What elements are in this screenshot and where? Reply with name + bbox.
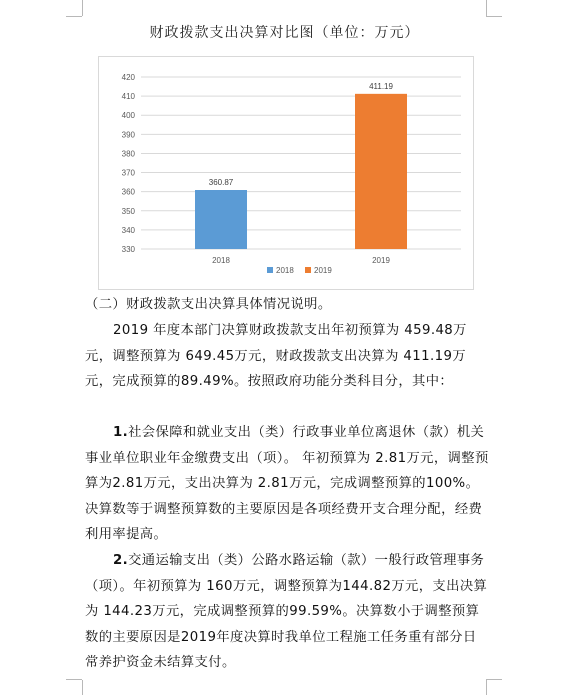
data-label: 411.19 bbox=[369, 81, 393, 91]
chart-area bbox=[98, 56, 474, 290]
y-tick-label: 390 bbox=[121, 130, 135, 140]
y-tick-label: 370 bbox=[121, 168, 135, 178]
item2-heading: 交通运输支出（类）公路水路运输（款）一般行政管理事务（项）。 bbox=[85, 553, 485, 594]
y-tick-label: 400 bbox=[121, 111, 135, 121]
bar bbox=[355, 94, 407, 249]
data-label: 360.87 bbox=[208, 178, 234, 188]
section-heading-text: （二）财政拨款支出决算具体情况说明。 bbox=[85, 297, 332, 312]
legend-swatch bbox=[305, 267, 311, 273]
legend-label: 2018 bbox=[276, 266, 294, 275]
item2-body: 年初预算为 160万元，调整预算为144.82万元，支出决算为 144.23万元，完成调整预算的99.59%。决算数小于调整预算数的主要原因是2019年度决算时我单位工程施工任务重有部分日常养护资金未结算支付。 bbox=[85, 578, 488, 671]
crop-mark-tr-v bbox=[486, 0, 487, 16]
x-tick-label: 2018 bbox=[212, 256, 230, 265]
item1-paragraph bbox=[85, 420, 490, 548]
legend-swatch bbox=[267, 267, 273, 273]
item1-body: 年初预算为 2.81万元，调整预算为2.81万元，支出决算为 2.81万元，完成调整预算的100%。决算数等于调整预算数的主要原因是各项经费开支合理分配，经费利用率提高。 bbox=[85, 450, 489, 543]
section-heading bbox=[85, 292, 490, 318]
y-tick-label: 330 bbox=[121, 245, 135, 254]
x-tick-label: 2019 bbox=[372, 256, 390, 265]
item2-number: 2. bbox=[113, 553, 129, 568]
crop-mark-bl-h bbox=[66, 679, 82, 680]
legend-label: 2019 bbox=[314, 266, 332, 275]
bar-chart bbox=[99, 57, 475, 291]
y-tick-label: 350 bbox=[121, 206, 135, 216]
crop-mark-tl-h bbox=[66, 16, 82, 17]
y-tick-label: 340 bbox=[121, 225, 135, 235]
intro-text: 2019 年度本部门决算财政拨款支出年初预算为 459.48万元，调整预算为 649.45万元，财政拨款支出决算为 411.19万元，完成预算的89.49%。按照政府功能分类科目分，其中： bbox=[85, 323, 467, 390]
bar bbox=[195, 190, 247, 249]
crop-mark-br-h bbox=[486, 679, 502, 680]
item1-heading: 社会保障和就业支出（类）行政事业单位离退休（款）机关事业单位职业年金缴费支出（项）。 bbox=[85, 425, 485, 466]
crop-mark-tr-h bbox=[486, 16, 502, 17]
y-tick-label: 360 bbox=[121, 187, 135, 197]
intro-paragraph bbox=[85, 318, 490, 395]
crop-mark-br-v bbox=[486, 680, 487, 695]
chart-title: 财政拨款支出决算对比图（单位：万元） bbox=[149, 25, 420, 41]
crop-mark-tl-v bbox=[82, 0, 83, 16]
y-tick-label: 380 bbox=[121, 149, 135, 159]
crop-mark-bl-v bbox=[82, 680, 83, 695]
y-tick-label: 420 bbox=[121, 73, 135, 82]
item2-paragraph bbox=[85, 548, 490, 676]
item1-number: 1. bbox=[113, 425, 129, 440]
y-tick-label: 410 bbox=[121, 92, 135, 102]
